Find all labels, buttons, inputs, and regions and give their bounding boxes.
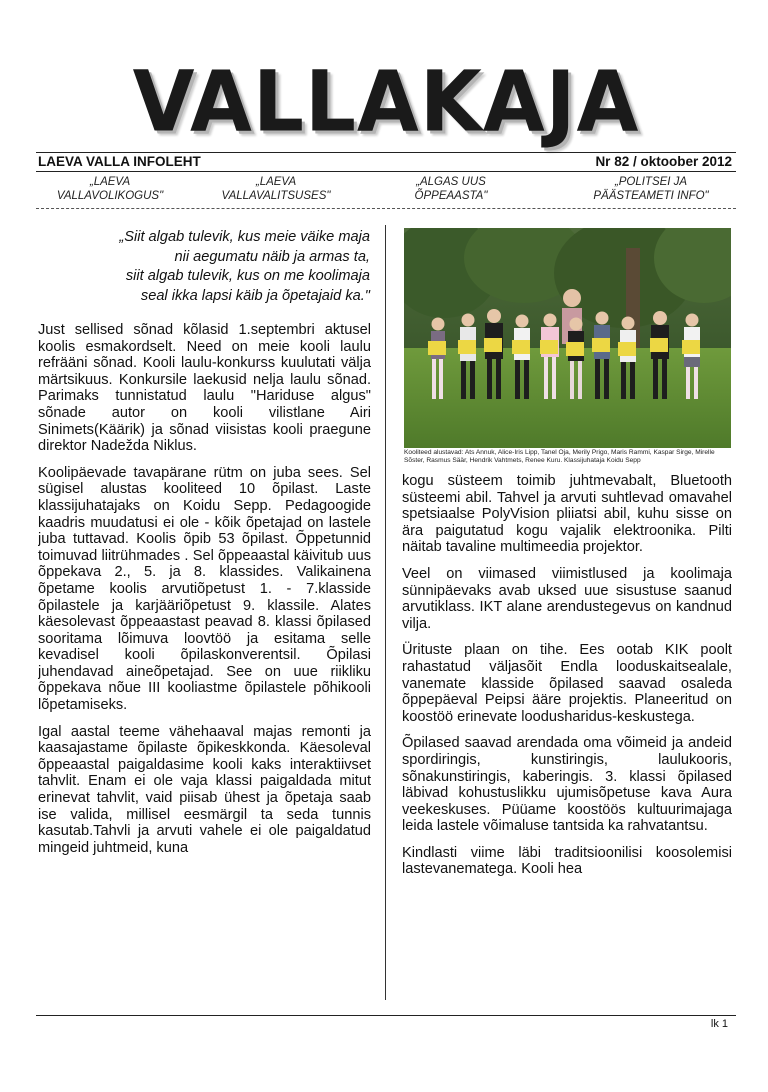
info-bar-rule <box>36 171 736 172</box>
section-index <box>36 175 736 207</box>
publication-name: LAEVA VALLA INFOLEHT <box>38 154 201 169</box>
section-link-vallavalitsuses[interactable] <box>196 175 356 203</box>
article-column-right <box>402 473 732 993</box>
article-paragraph: Veel on viimased viimistlused ja koolimaja sünnipäevaks avab uksed uue sisustuse saanud arvutiklass. IKT alane arendustegevus on kandnud vilja. <box>402 565 732 632</box>
footer-rule <box>36 1015 736 1016</box>
section-link-vallavolikogus[interactable] <box>40 175 180 203</box>
quote-line: siit algab tulevik, kus on me koolimaja <box>125 268 370 284</box>
photo-caption: Kooliteed alustavad: Ats Annuk, Alice-Iris Lipp, Tanel Oja, Merily Prigo, Maris Rammi, Kaspar Sirge, Mirelle Sõster, Rasmus Säär, Hendrik Vahtmets, Renee Kuru. Klassijuhataja Koidu Sepp <box>404 449 715 464</box>
page-number: lk 1 <box>710 1018 728 1030</box>
class-photo <box>404 228 731 448</box>
section-line: „ALGAS UUS <box>416 176 486 188</box>
section-line: VALLAVALITSUSES" <box>221 190 331 202</box>
issue-number: Nr 82 / oktoober 2012 <box>595 154 732 169</box>
section-line: „LAEVA <box>255 176 297 188</box>
quote-line: nii aegumatu näib ja armas ta, <box>174 248 370 265</box>
masthead-title: VALLAKAJA <box>132 52 640 151</box>
article-paragraph: Õpilased saavad arendada oma võimeid ja andeid spordiringis, kunstiringis, laulukooris, sõnakunstiringis, kaberingis. 3. klassi õpilased läbivad kohustuslikku ujumisõpetuse kava Aura veekeskuses. Püüame koostöös kultuurimajaga leida lastele võimaluse tantsida ka rahvatantsu. <box>402 735 732 835</box>
section-line: „LAEVA <box>89 176 131 188</box>
section-divider <box>36 208 736 209</box>
section-link-politsei-ja-paasteamet[interactable] <box>571 175 731 203</box>
article-paragraph: kogu süsteem toimib juhtmevabalt, Bluetooth süsteemi abil. Tahvel ja arvuti suhtlevad omavahel spetsiaalse PolyVision pliiatsi abil, kuhu sisse on ära paigutatud kogu vajalik elektroonika. Pilti näitab tavaline multimeedia projektor. <box>402 473 732 556</box>
class-photo-image <box>404 228 731 448</box>
section-line: ÕPPEAASTA" <box>414 190 488 202</box>
article-column-left <box>38 322 371 1002</box>
section-link-algas-uus-oppeaasta[interactable] <box>391 175 511 203</box>
section-line: VALLAVOLIKOGUS" <box>56 190 164 202</box>
quote-line: seal ikka lapsi käib ja õpetajaid ka." <box>140 287 370 304</box>
article-paragraph: Kindlasti viime läbi traditsioonilisi koosolemisi lastevanematega. Kooli hea <box>402 844 732 878</box>
article-paragraph: Koolipäevade tavapärane rütm on juba sees. Sel sügisel alustas kooliteed 10 õpilast. Laste klassijuhatajaks on Koidu Sepp. Pedagoogide kaadris muudatusi ei ole - kõik õpetajad on lastele juba tuttavad. Koolis õpib 53 õpilast. Õppetunnid toimuvad liitrühmades . Sel õppeaastal käivitub uus õppekava 2., 5. ja 8. klassides. Valikainena õpetame koolis arvutiõpetust 1. - 7.klasside õpilastele ja karjääriõpetust 9. klassile. Alates käesolevast õppeaastast peavad 8. klassi õpilased sooritama lõimuva loovtöö ja esitama selle kevadisel kooli õpilaskonverentsil. Õpilasi juhendavad aineõpetajad. See on uue riikliku õppekava nõue III kooliastme õpilastele põhikooli lõpetamiseks. <box>38 464 371 714</box>
section-line: PÄÄSTEAMETI INFO" <box>593 190 709 202</box>
article-paragraph: Igal aastal teeme vähehaaval majas remonti ja kaasajastame õpilaste õpikeskkonda. Käesoleval õppeaastal paigaldasime kooli kaks interaktiivset tahvlit. Enam ei ole vaja klassi paigaldada mitut erinevat tahvlit, vaid piisab ühest ja õpetaja saab ise valida, millisel eesmärgil ta seda tunnis kasutab.Tahvli ja arvuti vahele ei ole paigaldatud mingeid juhtmeid, kuna <box>38 723 371 856</box>
opening-quote <box>40 228 370 306</box>
section-line: „POLITSEI JA <box>614 176 688 188</box>
article-paragraph: Just sellised sõnad kõlasid 1.septembri aktusel koolis esmakordselt. Need on meie kooli laulu refrääni sõnad. Kooli laulu-konkurss kuulutati välja märtsikuus. Konkursile laekusid nelja laulu sõnad. Parimaks tunnistatud laulu "Hariduse algus" sõnade autor on kooli vilistlane Airi Sinimets(Käärik) ja sõnad viisistas kooli praegune direktor Nadežda Niklus. <box>38 322 371 455</box>
column-divider <box>385 225 386 1000</box>
article-paragraph: Ürituste plaan on tihe. Ees ootab KIK poolt rahastatud väljasõit Endla looduskaitsealale, vanemate klasside õpilased saavad osaleda õppepäeval Peipsi ääre projektis. Planeeritud on koostöö erinevate loodusharidus-keskustega. <box>402 642 732 725</box>
quote-line: „Siit algab tulevik, kus meie väike maja <box>119 229 370 245</box>
info-bar <box>36 153 736 171</box>
